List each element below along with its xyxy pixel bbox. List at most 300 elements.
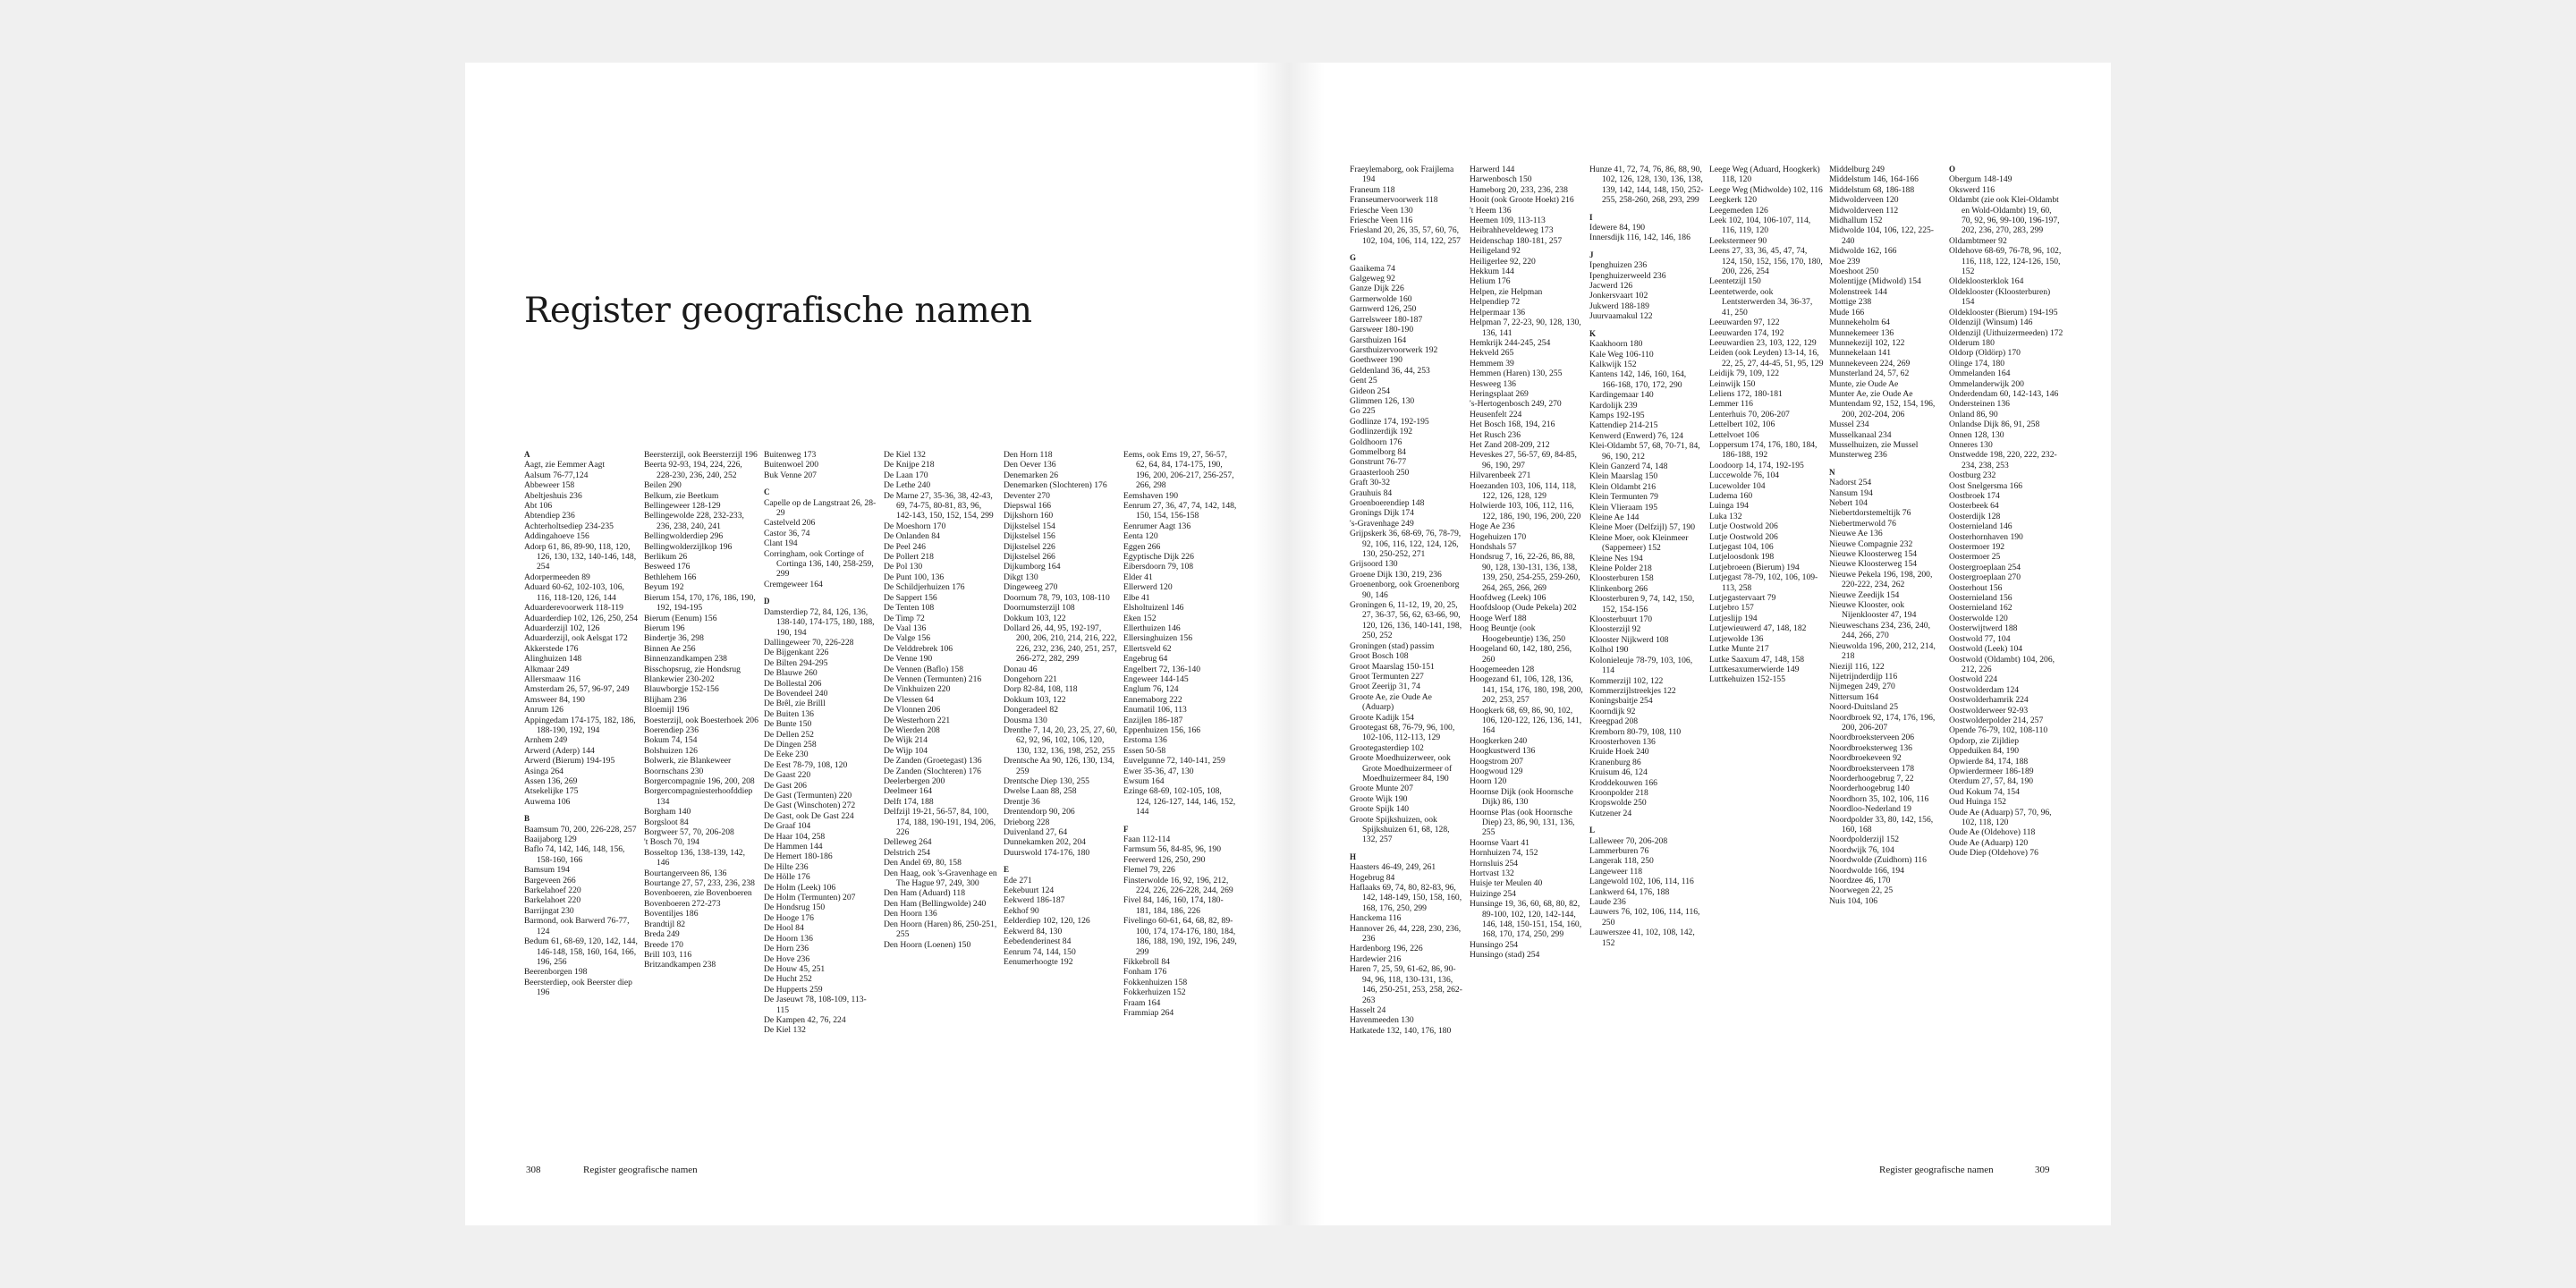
- index-entry: Drenthe 7, 14, 20, 23, 25, 27, 60, 62, 92, 96, 102, 106, 120, 130, 132, 136, 198, 252, 255: [1004, 724, 1117, 756]
- index-entry: Duurswold 174-176, 180: [1004, 847, 1090, 858]
- index-entry: Helpman 7, 22-23, 90, 128, 130, 136, 141: [1470, 318, 1581, 338]
- index-entry: Doornum 78, 79, 103, 108-110: [1004, 592, 1110, 603]
- index-entry: Hooge Werf 188: [1470, 613, 1527, 623]
- index-entry: Lutjegast 78-79, 102, 106, 109-113, 258: [1709, 572, 1818, 593]
- index-entry: Lutjeslijp 194: [1709, 613, 1758, 623]
- index-entry: De Bollestal 206: [764, 678, 822, 689]
- index-entry: Groenboerendiep 148: [1350, 498, 1425, 508]
- index-entry: Lalleweer 70, 206-208: [1589, 835, 1668, 846]
- index-entry: Munnekeveen 224, 269: [1829, 358, 1911, 369]
- index-entry: De Dellen 252: [764, 729, 814, 740]
- index-entry: Nieuweschans 234, 236, 240, 244, 266, 270: [1829, 620, 1930, 641]
- index-entry: Leiden (ook Leyden) 13-14, 16, 22, 25, 27, 44-45, 51, 95, 129: [1709, 348, 1824, 369]
- index-entry: Abtendiep 236: [524, 511, 575, 521]
- index-entry: Haren 7, 25, 59, 61-62, 86, 90-94, 96, 118, 130-131, 136, 146, 250-251, 253, 258, 262-263: [1350, 964, 1462, 1005]
- index-entry: Groene Dijk 130, 219, 236: [1350, 569, 1442, 580]
- index-entry: De Bovendeel 240: [764, 688, 828, 699]
- index-entry: De Horn 236: [764, 944, 809, 954]
- index-column: [644, 450, 758, 1036]
- index-entry: De Timp 72: [884, 613, 925, 623]
- right-page: [1289, 63, 2111, 1225]
- index-entry: Lutje Oostwold 206: [1709, 531, 1778, 542]
- index-entry: Appingedam 174-175, 182, 186, 188-190, 192, 194: [524, 715, 636, 735]
- index-entry: Finsterwolde 16, 92, 196, 212, 224, 226, 226-228, 244, 269: [1123, 875, 1233, 896]
- index-column: [1004, 450, 1118, 1036]
- index-entry: Helpen, zie Helpman: [1470, 286, 1543, 297]
- index-entry: Ipenghuizerweeld 236: [1589, 270, 1666, 281]
- index-entry: Lemmer 116: [1709, 399, 1753, 410]
- index-entry: Delleweg 264: [884, 837, 932, 848]
- index-entry: Feerwerd 126, 250, 290: [1123, 854, 1206, 865]
- index-entry: De Eest 78-79, 108, 120: [764, 759, 848, 770]
- index-entry: De Hoorn 136: [764, 933, 813, 944]
- index-entry: Aduarderzijl, ook Aelsgat 172: [524, 633, 628, 644]
- index-entry: Leekstermeer 90: [1709, 235, 1767, 246]
- index-columns-right: [1350, 165, 2083, 1036]
- index-entry: Fikkebroll 84: [1123, 956, 1170, 967]
- index-entry: Go 225: [1350, 406, 1376, 417]
- index-entry: Moe 239: [1829, 256, 1860, 267]
- index-entry: Oldekloosterklok 164: [1949, 276, 2024, 287]
- index-entry: Opwierde 84, 174, 188: [1949, 756, 2029, 767]
- index-entry: Lauwers 76, 102, 106, 114, 116, 250: [1589, 907, 1700, 928]
- index-entry: Molentijge (Midwold) 154: [1829, 276, 1921, 287]
- index-entry: Nieuwe Klooster, ook Nijenklooster 47, 194: [1829, 600, 1917, 621]
- index-entry: Glimmen 126, 130: [1350, 395, 1415, 406]
- index-entry: De Bijgenkant 226: [764, 648, 829, 658]
- index-entry: Egyptische Dijk 226: [1123, 552, 1194, 563]
- index-entry: Niezijl 116, 122: [1829, 661, 1885, 672]
- index-entry: Eenrumer Aagt 136: [1123, 521, 1191, 531]
- index-entry: Boventiljes 186: [644, 909, 699, 919]
- index-entry: De Zanden (Groetegast) 136: [884, 756, 982, 767]
- index-entry: Munsterland 24, 57, 62: [1829, 369, 1910, 379]
- index-entry: Oosterdijk 128: [1949, 511, 2001, 521]
- index-entry: Niebertdorstemeltijk 76: [1829, 508, 1911, 519]
- index-entry: Eelderdiep 102, 120, 126: [1004, 916, 1090, 927]
- index-entry: Borgweer 57, 70, 206-208: [644, 827, 734, 838]
- index-entry: Flemel 79, 226: [1123, 865, 1175, 876]
- index-entry: Oostermoer 192: [1949, 542, 2005, 553]
- index-entry: Leegemeden 126: [1709, 205, 1768, 216]
- index-entry: Dijkstelsel 156: [1004, 531, 1055, 542]
- index-entry: Lutjewieuwerd 47, 148, 182: [1709, 623, 1807, 634]
- index-entry: Abeltjeshuis 236: [524, 490, 582, 501]
- index-entry: Ommelanderwijk 200: [1949, 378, 2024, 389]
- index-entry: Noordwijk 76, 104: [1829, 844, 1894, 855]
- index-entry: Oostwolderpolder 214, 257: [1949, 715, 2044, 725]
- index-entry: Kolhol 190: [1589, 645, 1629, 656]
- index-entry: Lenterhuis 70, 206-207: [1709, 409, 1790, 419]
- index-entry: Midwolde 162, 166: [1829, 246, 1897, 257]
- index-entry: Loppersum 174, 176, 180, 184, 186-188, 192: [1709, 439, 1818, 461]
- index-entry: Bierum 154, 170, 176, 186, 190, 192, 194-195: [644, 592, 756, 614]
- index-entry: Engeweer 144-145: [1123, 674, 1189, 684]
- index-column: [1949, 165, 2063, 1036]
- index-entry: Gronings Dijk 174: [1350, 508, 1414, 519]
- index-entry: Godlinze 174, 192-195: [1350, 416, 1429, 427]
- index-entry: Goldhoorn 176: [1350, 436, 1402, 447]
- index-entry: Garsthuizen 164: [1350, 335, 1407, 345]
- index-entry: Drieborg 228: [1004, 817, 1050, 827]
- index-letter-heading: K: [1589, 328, 1597, 338]
- index-entry: Bedum 61, 68-69, 120, 142, 144, 146-148, 158, 160, 164, 166, 196, 256: [524, 936, 638, 967]
- index-entry: Juurvaamakul 122: [1589, 311, 1653, 322]
- index-entry: Borgham 140: [644, 807, 691, 818]
- index-entry: Hoezanden 103, 106, 114, 118, 122, 126, 128, 129: [1470, 480, 1577, 501]
- index-entry: Dollard 26, 44, 95, 192-197, 200, 206, 210, 214, 216, 222, 226, 232, 236, 240, 251, 257, 266-272, 282, 299: [1004, 623, 1117, 665]
- index-entry: Jukwerd 188-189: [1589, 301, 1649, 311]
- index-entry: Koningsbaitje 254: [1589, 696, 1653, 707]
- index-entry: Noordbroeksterveen 178: [1829, 763, 1915, 774]
- index-entry: Niebertmerwold 76: [1829, 518, 1896, 529]
- index-entry: Fraam 164: [1123, 997, 1161, 1008]
- index-entry: Hatkatede 132, 140, 176, 180: [1350, 1025, 1452, 1036]
- index-entry: Beersterzijl, ook Beersterzijl 196: [644, 450, 758, 460]
- index-entry: De Vlonnen 206: [884, 705, 941, 716]
- index-entry: Heiligerlee 92, 220: [1470, 256, 1536, 267]
- index-entry: Assen 136, 269: [524, 776, 578, 786]
- index-entry: Hardewier 216: [1350, 953, 1402, 964]
- index-entry: Oosterhout 156: [1949, 582, 2003, 593]
- index-entry: Koorndijk 92: [1589, 706, 1636, 716]
- index-entry: Dijkstelsel 154: [1004, 521, 1055, 531]
- index-entry: Ezinge 68-69, 102-105, 108, 124, 126-127, 144, 146, 152, 144: [1123, 786, 1236, 818]
- index-entry: Ewer 35-36, 47, 130: [1123, 766, 1194, 776]
- index-entry: Lutjebroeen (Bierum) 194: [1709, 562, 1800, 572]
- index-column: [764, 450, 878, 1036]
- index-entry: Blankewier 230-202: [644, 674, 715, 684]
- index-entry: Drentsche Aa 90, 126, 130, 134, 259: [1004, 756, 1114, 776]
- index-entry: Oppeduiken 84, 190: [1949, 746, 2020, 757]
- index-entry: Noordpolder 33, 80, 142, 156, 160, 168: [1829, 814, 1934, 835]
- index-entry: De Bilten 294-295: [764, 657, 828, 668]
- index-entry: Aagt, zie Eemmer Aagt: [524, 460, 606, 470]
- index-entry: Delfzijl 19-21, 56-57, 84, 100, 174, 188, 190-191, 194, 206, 226: [884, 807, 996, 838]
- index-entry: De Laan 170: [884, 470, 928, 480]
- index-entry: Deelerbergen 200: [884, 776, 945, 786]
- index-entry: Bokum 74, 154: [644, 735, 698, 746]
- index-entry: Grootegasterdiep 102: [1350, 742, 1424, 753]
- index-entry: Hunsingo (stad) 254: [1470, 950, 1540, 961]
- index-entry: Kreegpad 208: [1589, 716, 1639, 727]
- index-entry: Deventer 270: [1004, 490, 1050, 501]
- index-entry: Aduard 60-62, 102-103, 106, 116, 118-120, 126, 144: [524, 582, 624, 603]
- index-entry: Munte, zie Oude Ae: [1829, 378, 1899, 389]
- index-entry: Berlikum 26: [644, 552, 688, 563]
- index-entry: Dallingeweer 70, 226-228: [764, 637, 854, 648]
- index-entry: De Gast 206: [764, 780, 807, 791]
- index-entry: Hogebrug 84: [1350, 872, 1395, 883]
- index-entry: Oostwolderhamrik 224: [1949, 695, 2029, 706]
- index-entry: Castelveld 206: [764, 518, 816, 529]
- index-entry: Groote Kadijk 154: [1350, 712, 1414, 723]
- index-entry: Hoornse Dijk (ook Hoornsche Dijk) 86, 130: [1470, 786, 1573, 808]
- index-entry: Beerenborgen 198: [524, 967, 588, 978]
- index-letter-heading: A: [524, 450, 530, 459]
- index-entry: Nieuwe Ae 136: [1829, 529, 1883, 539]
- index-entry: Den Hoorn (Haren) 86, 250-251, 255: [884, 919, 997, 940]
- index-entry: Oosternieland 162: [1949, 603, 2012, 614]
- index-entry: Grijpskerk 36, 68-69, 76, 78-79, 92, 106, 116, 122, 124, 126, 130, 250-252, 271: [1350, 529, 1462, 560]
- index-entry: Lankwerd 64, 176, 188: [1589, 886, 1670, 897]
- index-entry: Aalsum 76-77,124: [524, 470, 589, 480]
- index-entry: Kalkwijk 152: [1589, 359, 1637, 369]
- index-letter-heading: E: [1004, 865, 1010, 875]
- index-entry: Havenmeeden 130: [1350, 1015, 1414, 1026]
- index-entry: Dongehorn 221: [1004, 674, 1057, 684]
- index-entry: Het Zand 208-209, 212: [1470, 439, 1550, 450]
- index-entry: Middelstum 146, 164-166: [1829, 174, 1919, 185]
- index-entry: Buitenweg 173: [764, 450, 817, 460]
- index-entry: Englum 76, 124: [1123, 684, 1179, 695]
- index-entry: Den Hoorn 136: [884, 909, 937, 919]
- index-entry: Oostwold 224: [1949, 674, 1998, 685]
- index-entry: Binnen Ae 256: [644, 643, 696, 654]
- index-entry: Bierum (Eenum) 156: [644, 613, 717, 623]
- index-entry: Cremgeweer 164: [764, 579, 823, 589]
- index-entry: De Hucht 252: [764, 974, 812, 985]
- index-entry: Oostergroeplaan 270: [1949, 572, 2021, 583]
- index-entry: Noordzee 46, 170: [1829, 876, 1891, 886]
- index-letter-heading: N: [1829, 467, 1835, 477]
- index-entry: Hameborg 20, 233, 236, 238: [1470, 184, 1568, 195]
- index-entry: Binnenzandkampen 238: [644, 654, 727, 665]
- index-entry: De Gast (Winschoten) 272: [764, 801, 856, 811]
- index-entry: Nieuwe Compagnie 232: [1829, 538, 1913, 549]
- index-entry: Drentsche Diep 130, 255: [1004, 776, 1089, 786]
- index-letter-heading: C: [764, 487, 770, 497]
- index-column: [1123, 450, 1238, 1036]
- index-entry: Leinwijk 150: [1709, 378, 1756, 389]
- index-entry: Nieuwe Zeedijk 154: [1829, 589, 1900, 600]
- index-entry: De Kiel 132: [764, 1025, 806, 1036]
- index-entry: Eken 152: [1123, 613, 1157, 623]
- index-entry: Amsweer 84, 190: [524, 694, 585, 705]
- index-entry: Enumatil 106, 113: [1123, 705, 1187, 716]
- index-entry: Castor 36, 74: [764, 528, 810, 538]
- index-entry: Fokkerhuizen 152: [1123, 987, 1186, 998]
- index-entry: Hoogkerk 68, 69, 86, 90, 102, 106, 120-122, 126, 136, 141, 164: [1470, 705, 1582, 736]
- index-entry: Hasselt 24: [1350, 1004, 1386, 1015]
- index-entry: Lutje Oostwold 206: [1709, 521, 1778, 532]
- index-entry: Hemmem 39: [1470, 358, 1514, 369]
- index-entry: Munnekezijl 102, 122: [1829, 337, 1905, 348]
- index-entry: Barkelahoef 220: [524, 886, 581, 896]
- index-entry: Munter Ae, zie Oude Ae: [1829, 388, 1913, 399]
- index-column: [1709, 165, 1824, 1036]
- index-letter-heading: G: [1350, 253, 1357, 263]
- index-entry: De Westerhorn 221: [884, 715, 951, 725]
- index-entry: De Gaast 220: [764, 770, 811, 781]
- index-entry: Hoogemeeden 128: [1470, 664, 1535, 674]
- index-entry: Enzijlen 186-187: [1123, 715, 1183, 725]
- page-number-left: 308: [526, 1165, 541, 1175]
- index-entry: Nebert 104: [1829, 498, 1868, 508]
- index-entry: Oosterwolde 120: [1949, 613, 2008, 623]
- index-entry: De Marne 27, 35-36, 38, 42-43, 69, 74-75, 80-81, 83, 96, 142-143, 150, 152, 154, 299: [884, 490, 994, 521]
- index-entry: Leliens 172, 180-181: [1709, 388, 1783, 399]
- index-entry: Groote Wijk 190: [1350, 793, 1408, 804]
- index-entry: Helium 176: [1470, 276, 1511, 287]
- index-entry: Kenwerd (Enwerd) 76, 124: [1589, 430, 1683, 441]
- index-entry: Oude Diep (Oldehove) 76: [1949, 848, 2038, 859]
- index-entry: Kleine Nes 194: [1589, 553, 1643, 564]
- index-entry: Kommerzijlstreekjes 122: [1589, 685, 1676, 696]
- index-entry: Hooit (ook Groote Hoekt) 216: [1470, 195, 1574, 206]
- index-entry: Aduarderdiep 102, 126, 250, 254: [524, 613, 639, 623]
- index-entry: De Pol 130: [884, 562, 923, 572]
- index-entry: Oosternieland 156: [1949, 593, 2012, 604]
- index-entry: Hoogkustwerd 136: [1470, 746, 1536, 757]
- index-entry: 't Bosch 70, 194: [644, 837, 699, 848]
- index-entry: Oostwold (Oldambt) 104, 206, 212, 226: [1949, 654, 2055, 674]
- index-entry: Oost Snelgersma 166: [1949, 480, 2023, 491]
- index-entry: Groote Ae, zie Oude Ae (Aduarp): [1350, 691, 1432, 713]
- index-letter-heading: I: [1589, 212, 1593, 222]
- index-entry: Bourtange 27, 57, 233, 236, 238: [644, 878, 755, 889]
- index-entry: Oostwold (Leek) 104: [1949, 644, 2023, 655]
- index-entry: De Knijpe 218: [884, 460, 935, 470]
- index-entry: De Eeke 230: [764, 750, 809, 760]
- index-entry: Holwierde 103, 106, 112, 116, 122, 186, 190, 196, 200, 220: [1470, 501, 1581, 521]
- index-entry: Onderdendam 60, 142-143, 146: [1949, 388, 2059, 399]
- index-entry: Fraeylemaborg, ook Fraijlema 194: [1350, 165, 1454, 185]
- index-entry: Boornschans 230: [644, 766, 704, 776]
- index-entry: Denemarken 26: [1004, 470, 1059, 480]
- index-entry: Buitenwoel 200: [764, 460, 819, 470]
- index-entry: Het Bosch 168, 194, 216: [1470, 419, 1555, 430]
- index-entry: Eemshaven 190: [1123, 490, 1179, 501]
- index-entry: De Graaf 104: [764, 821, 811, 832]
- index-entry: Haflaaks 69, 74, 80, 82-83, 96, 142, 148-149, 150, 158, 160, 168, 176, 250, 299: [1350, 883, 1462, 913]
- index-entry: Bolwerk, zie Blankeweer: [644, 756, 732, 767]
- index-entry: Langewold 102, 106, 114, 116: [1589, 877, 1694, 887]
- index-entry: Adorpermeeden 89: [524, 572, 590, 582]
- index-entry: Garrelsweer 180-187: [1350, 314, 1423, 325]
- index-entry: Ennemaborg 222: [1123, 694, 1182, 705]
- index-entry: Doornumsterzijl 108: [1004, 603, 1075, 614]
- index-entry: Adorp 61, 86, 89-90, 118, 120, 126, 130, 132, 140-146, 148, 254: [524, 541, 637, 572]
- index-column: [1829, 165, 1944, 1036]
- index-entry: De Hondsrug 150: [764, 902, 826, 913]
- index-entry: Midwolderveen 120: [1829, 195, 1899, 206]
- index-entry: Graft 30-32: [1350, 478, 1391, 488]
- index-entry: Hoofdweg (Leek) 106: [1470, 593, 1546, 604]
- index-columns-left: [524, 450, 1258, 1036]
- index-entry: Kloosterburen 9, 74, 142, 150, 152, 154-156: [1589, 594, 1695, 614]
- index-entry: Hoogwoud 129: [1470, 766, 1523, 776]
- index-entry: Hoog Beuntje (ook Hoogebeuntje) 136, 250: [1470, 623, 1565, 644]
- index-entry: Kleine Ae 144: [1589, 513, 1640, 522]
- index-entry: Kranenburg 86: [1589, 757, 1641, 767]
- index-entry: Eggen 266: [1123, 541, 1161, 552]
- index-entry: Nieuwe Kloosterweg 154: [1829, 549, 1918, 560]
- index-entry: Oude Ae (Aduarp) 57, 70, 96, 102, 118, 120: [1949, 807, 2052, 827]
- index-entry: Friesche Veen 130: [1350, 205, 1413, 216]
- index-entry: Eekhof 90: [1004, 905, 1039, 916]
- index-entry: Hekkum 144: [1470, 267, 1514, 277]
- index-entry: Eekebuurt 124: [1004, 886, 1055, 896]
- index-entry: Gommelborg 84: [1350, 446, 1406, 457]
- index-entry: Eibersdoorn 79, 108: [1123, 562, 1194, 572]
- index-entry: Noord-Duitsland 25: [1829, 702, 1899, 713]
- index-entry: Dwelse Laan 88, 258: [1004, 786, 1077, 797]
- index-entry: Hemmen (Haren) 130, 255: [1470, 369, 1563, 379]
- index-entry: Dongeradeel 82: [1004, 705, 1059, 716]
- index-entry: Jacwerd 126: [1589, 281, 1633, 292]
- index-entry: Gent 25: [1350, 376, 1377, 386]
- index-entry: Haasters 46-49, 249, 261: [1350, 862, 1436, 873]
- index-entry: Goethweer 190: [1350, 355, 1402, 366]
- index-entry: De Hool 84: [764, 923, 804, 934]
- index-entry: Besweed 176: [644, 562, 691, 572]
- index-entry: Groot Termunten 227: [1350, 671, 1424, 682]
- index-entry: Leentetzijl 150: [1709, 276, 1761, 287]
- index-entry: Oldenzijl (Uithuizermeeden) 172: [1949, 327, 2063, 338]
- index-entry: Middelburg 249: [1829, 165, 1885, 174]
- index-entry: Luttkehuizen 152-155: [1709, 674, 1785, 685]
- index-entry: Asinga 264: [524, 766, 564, 776]
- index-entry: Lauwerszee 41, 102, 108, 142, 152: [1589, 928, 1695, 948]
- index-entry: Moeshoot 250: [1829, 267, 1879, 277]
- index-entry: Hoornse Plas (ook Hoornsche Diep) 23, 86, 90, 131, 136, 255: [1470, 807, 1575, 838]
- index-entry: Galgeweg 92: [1350, 274, 1395, 284]
- index-entry: De Hove 236: [764, 953, 810, 964]
- index-entry: Ommelanden 164: [1949, 369, 2011, 379]
- index-entry: Bloemijl 196: [644, 705, 690, 716]
- index-entry: Munnekemeer 136: [1829, 327, 1894, 338]
- index-entry: Groote Moedhuizerweer, ook Grote Moedhuizermeer of Moedhuizermeer 84, 190: [1350, 753, 1453, 784]
- index-entry: Lutke Munte 217: [1709, 644, 1769, 655]
- index-entry: Mottige 238: [1829, 297, 1872, 308]
- index-entry: Elsholtuizenl 146: [1123, 603, 1184, 614]
- index-entry: Idewere 84, 190: [1589, 223, 1646, 233]
- index-entry: Dunnekamken 202, 204: [1004, 837, 1086, 848]
- index-column: [1350, 165, 1464, 1036]
- index-entry: Klein Oldambt 216: [1589, 481, 1657, 492]
- index-entry: Engelbert 72, 136-140: [1123, 664, 1201, 674]
- index-entry: Lettelbert 102, 106: [1709, 419, 1775, 430]
- index-entry: Kruide Hoek 240: [1589, 747, 1649, 758]
- index-entry: Brandtijl 82: [644, 919, 686, 929]
- index-entry: Hemkrijk 244-245, 254: [1470, 337, 1551, 348]
- index-entry: Aduarderevoorwerk 118-119: [524, 603, 623, 614]
- index-entry: Allersmaaw 116: [524, 674, 580, 684]
- index-entry: Dorp 82-84, 108, 118: [1004, 684, 1078, 695]
- index-entry: Hogehuizen 170: [1470, 531, 1527, 542]
- index-entry: De Velddrebrek 106: [884, 643, 953, 654]
- index-entry: Groot Zeerijp 31, 74: [1350, 682, 1420, 692]
- index-entry: Ganze Dijk 226: [1350, 284, 1404, 294]
- page-title: Register geografische namen: [524, 291, 1032, 331]
- index-entry: Dijkstelsel 266: [1004, 552, 1055, 563]
- index-entry: Kardingemaar 140: [1589, 390, 1654, 401]
- index-entry: Addingahoeve 156: [524, 531, 589, 542]
- index-letter-heading: L: [1589, 826, 1596, 835]
- index-entry: Barmond, ook Barwerd 76-77, 124: [524, 916, 630, 936]
- index-entry: Franseumervoorwerk 118: [1350, 195, 1438, 206]
- page-number-right: 309: [2035, 1165, 2050, 1175]
- index-entry: Lettelvoet 106: [1709, 429, 1759, 440]
- index-entry: Geldenland 36, 44, 253: [1350, 365, 1430, 376]
- running-head-left: Register geografische namen: [583, 1165, 698, 1175]
- index-entry: Dijkshorn 160: [1004, 511, 1054, 521]
- index-entry: Munnekelaan 141: [1829, 348, 1892, 359]
- index-entry: De Bunte 150: [764, 719, 812, 730]
- index-entry: Helpermaar 136: [1470, 307, 1526, 318]
- index-entry: Nadorst 254: [1829, 478, 1872, 488]
